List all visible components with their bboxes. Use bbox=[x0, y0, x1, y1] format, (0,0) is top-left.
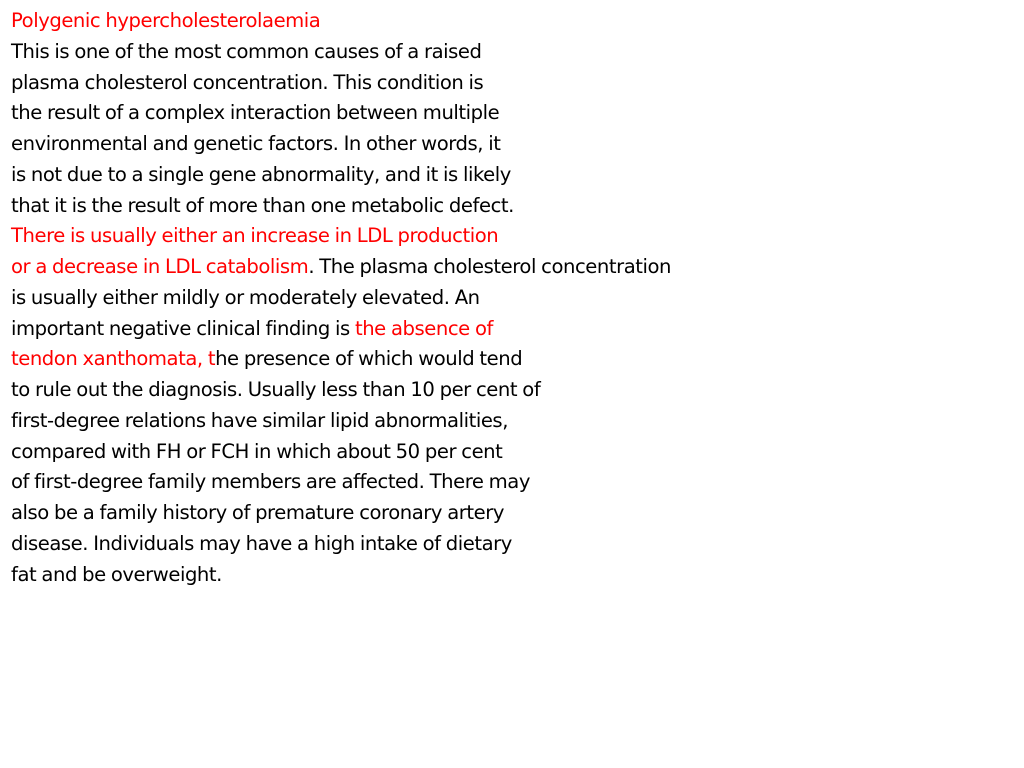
text-run: compared with FH or FCH in which about 50 per cent bbox=[11, 439, 503, 463]
slide-title: Polygenic hypercholesterolaemia bbox=[11, 9, 321, 32]
text-line-2 bbox=[11, 68, 1011, 99]
text-run: . The plasma cholesterol concentration bbox=[308, 255, 671, 278]
text-line-5 bbox=[11, 160, 1011, 191]
text-line-17 bbox=[11, 529, 1011, 560]
text-line-18 bbox=[11, 560, 1011, 591]
text-run: of first-degree family members are affected. There may bbox=[11, 470, 530, 494]
text-run: fat and be overweight. bbox=[11, 562, 222, 586]
text-line-11 bbox=[11, 344, 1011, 375]
text-run: the result of a complex interaction between multiple bbox=[11, 101, 500, 125]
text-run: This is one of the most common causes of a raised bbox=[11, 39, 482, 63]
text-line-15 bbox=[11, 467, 1011, 498]
text-line-7 bbox=[11, 221, 1011, 252]
text-run: he presence of which would tend bbox=[215, 347, 523, 371]
text-run: important negative clinical finding is bbox=[11, 316, 355, 340]
text-run: plasma cholesterol concentration. This condition is bbox=[11, 70, 484, 94]
text-run: first-degree relations have similar lipid abnormalities, bbox=[11, 408, 508, 432]
text-run: is not due to a single gene abnormality, and it is likely bbox=[11, 162, 511, 186]
highlighted-text-run: the absence of bbox=[354, 316, 493, 340]
text-line-9 bbox=[11, 283, 1011, 314]
highlighted-text-run: tendon xanthomata, t bbox=[11, 347, 216, 371]
text-run: disease. Individuals may have a high intake of dietary bbox=[11, 531, 512, 555]
slide-text-block bbox=[11, 6, 1011, 590]
text-run: to rule out the diagnosis. Usually less than 10 per cent of bbox=[11, 378, 541, 401]
highlighted-text-run: There is usually either an increase in LDL production bbox=[11, 224, 499, 248]
text-line-10 bbox=[11, 314, 1011, 345]
text-line-6 bbox=[11, 191, 1011, 222]
text-run: also be a family history of premature coronary artery bbox=[11, 501, 504, 524]
text-line-4 bbox=[11, 129, 1011, 160]
text-line-1 bbox=[11, 37, 1011, 68]
text-run: is usually either mildly or moderately elevated. An bbox=[11, 285, 480, 309]
text-line-3 bbox=[11, 98, 1011, 129]
highlighted-text-run: or a decrease in LDL catabolism bbox=[11, 255, 309, 278]
text-run: environmental and genetic factors. In other words, it bbox=[11, 132, 501, 155]
text-run: that it is the result of more than one metabolic defect. bbox=[11, 193, 514, 217]
text-line-8 bbox=[11, 252, 1011, 283]
text-line-12 bbox=[11, 375, 1011, 406]
text-line-16 bbox=[11, 498, 1011, 529]
text-line-13 bbox=[11, 406, 1011, 437]
text-line-14 bbox=[11, 437, 1011, 468]
